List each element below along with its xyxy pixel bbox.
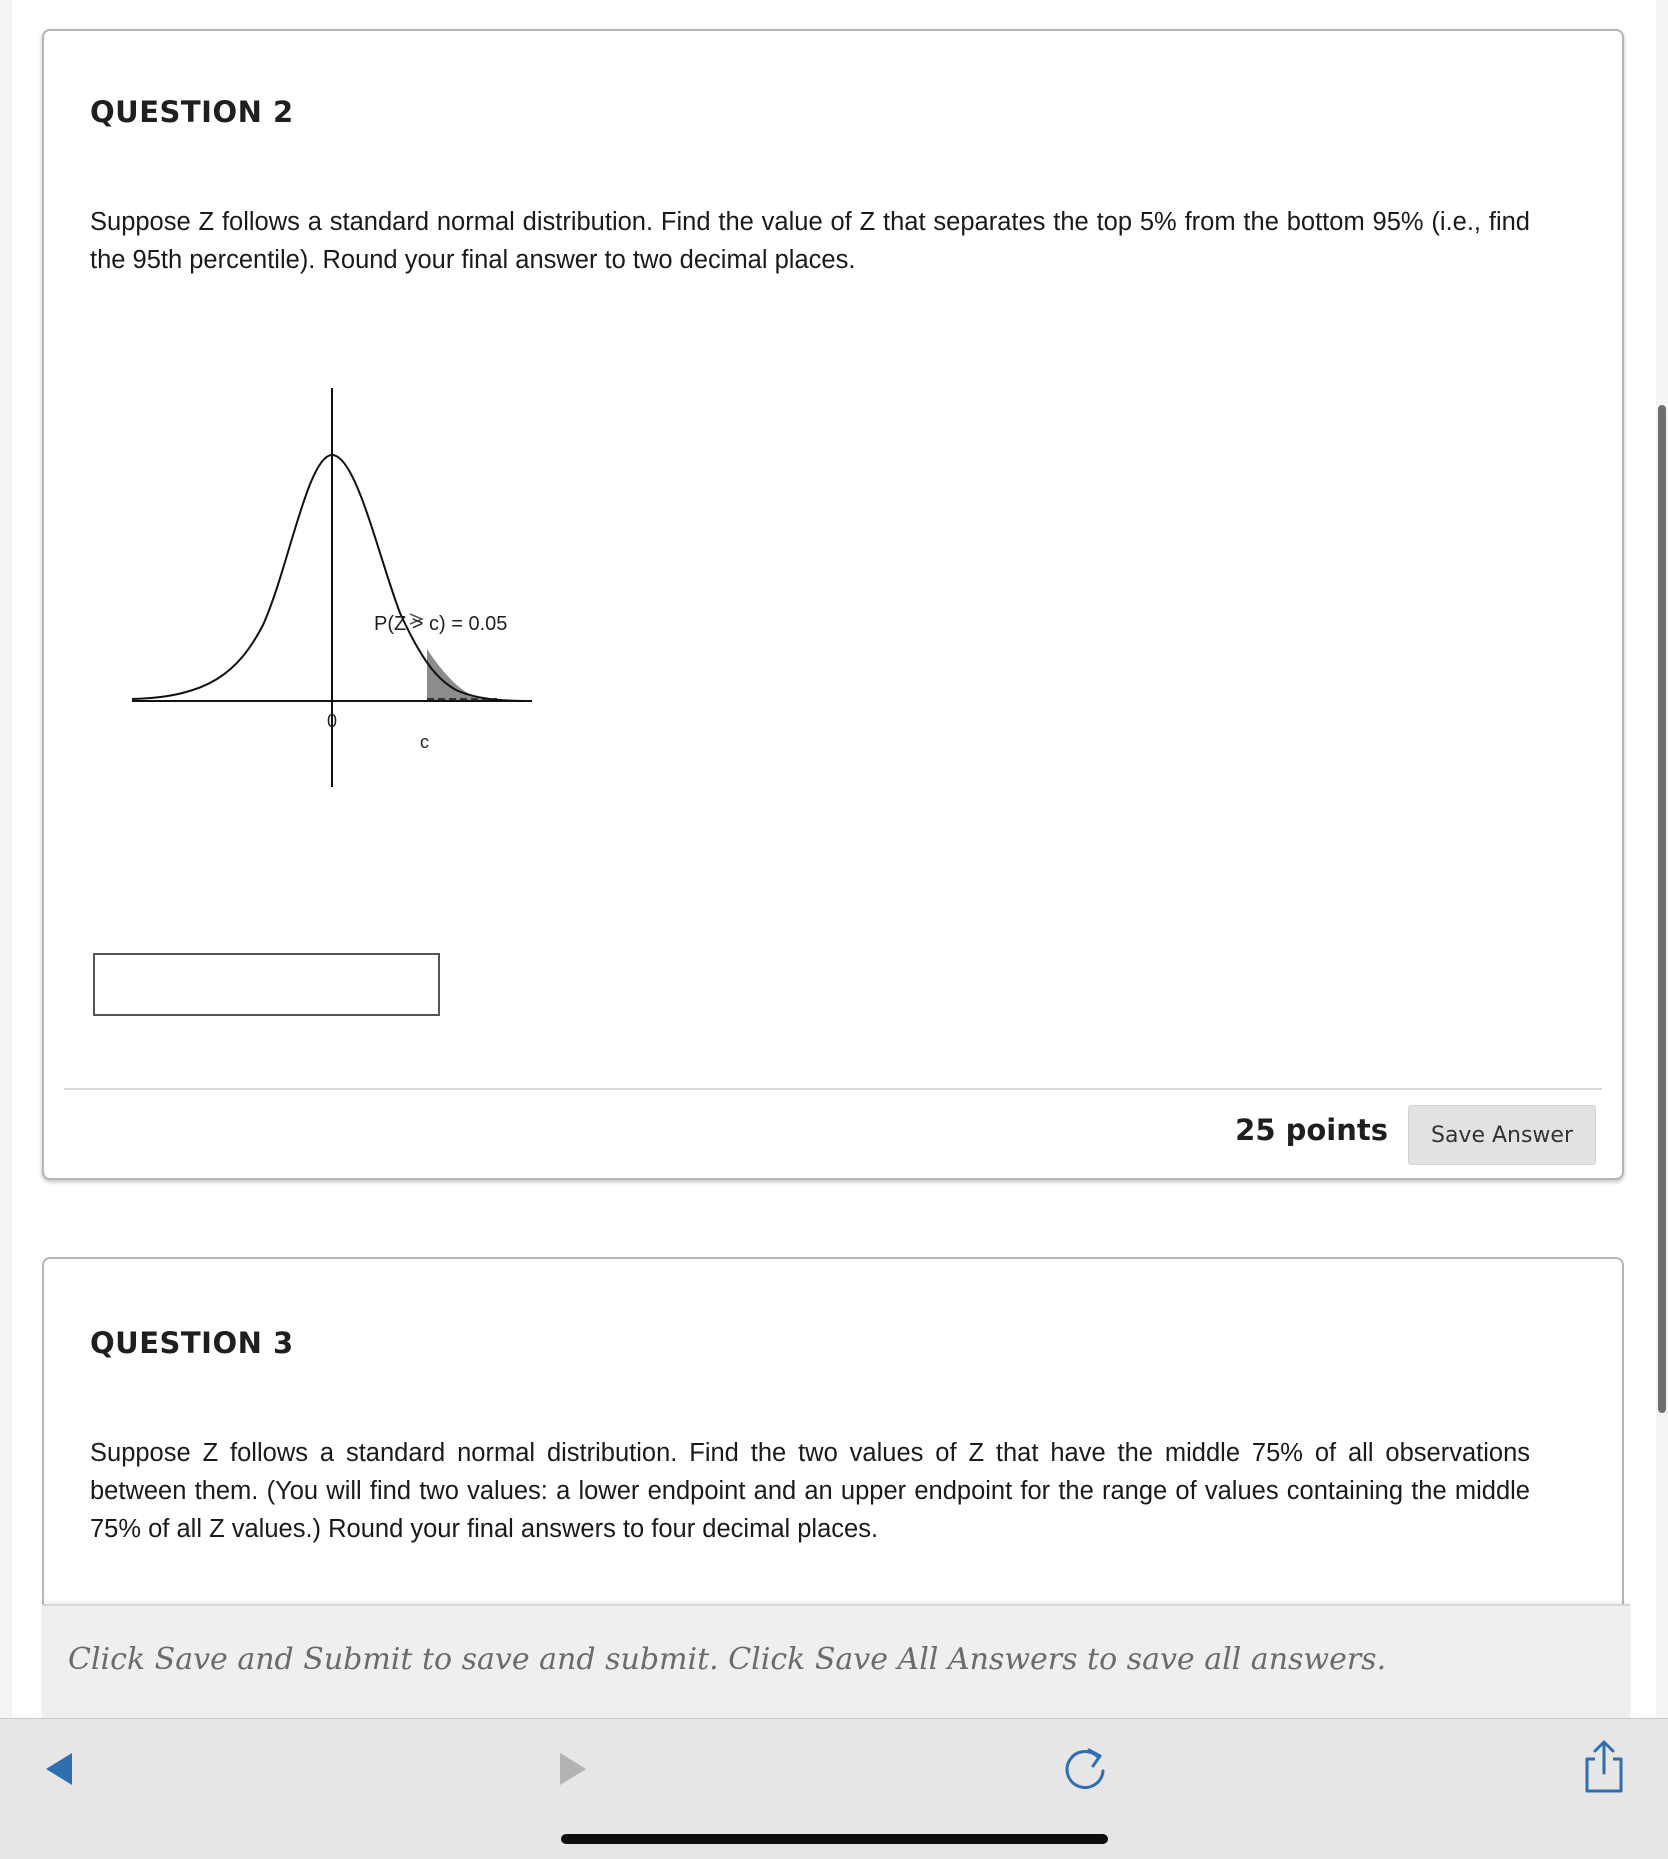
reload-icon	[1062, 1743, 1110, 1793]
submit-banner	[42, 1604, 1630, 1720]
left-gutter	[0, 0, 12, 1718]
save-answer-button[interactable]: Save Answer	[1408, 1105, 1596, 1165]
question-2-card	[42, 29, 1624, 1180]
question-2-title: QUESTION 2	[90, 95, 294, 129]
area-label: P(Z > c) = 0.05	[374, 613, 508, 635]
c-label: c	[420, 732, 429, 752]
points-label: 25 points	[1235, 1113, 1388, 1147]
question-3-text: Suppose Z follows a standard normal distribution. Find the two values of Z that have the middle 75% of all observations between them. (You will find two values: a lower endpoint and an upper endpoint for the range of values containing the middle 75% of all Z values.) Round your final answers to four decimal places.	[90, 1439, 1530, 1543]
question-2-text: Suppose Z follows a standard normal distribution. Find the value of Z that separates the top 5% from the bottom 95% (i.e., find the 95th percentile). Round your final answer to two decimal places.	[90, 208, 1530, 274]
right-gutter	[1656, 0, 1668, 1718]
submit-note: Click Save and Submit to save and submit. Click Save All Answers to save all answers.	[68, 1642, 1387, 1677]
scrollbar[interactable]	[1658, 405, 1666, 1413]
browser-toolbar	[0, 1718, 1668, 1859]
reload-button[interactable]	[1062, 1743, 1110, 1798]
forward-arrow-icon	[558, 1751, 588, 1787]
zero-label: 0	[327, 711, 338, 731]
back-arrow-icon	[44, 1751, 74, 1787]
share-icon	[1581, 1739, 1627, 1795]
normal-distribution-figure	[88, 355, 548, 795]
share-button[interactable]	[1581, 1739, 1627, 1800]
question-3-title: QUESTION 3	[90, 1326, 294, 1360]
forward-button[interactable]	[558, 1751, 588, 1792]
answer-input[interactable]	[93, 953, 440, 1016]
back-button[interactable]	[44, 1751, 74, 1792]
home-indicator[interactable]	[561, 1834, 1108, 1844]
divider	[64, 1088, 1602, 1090]
